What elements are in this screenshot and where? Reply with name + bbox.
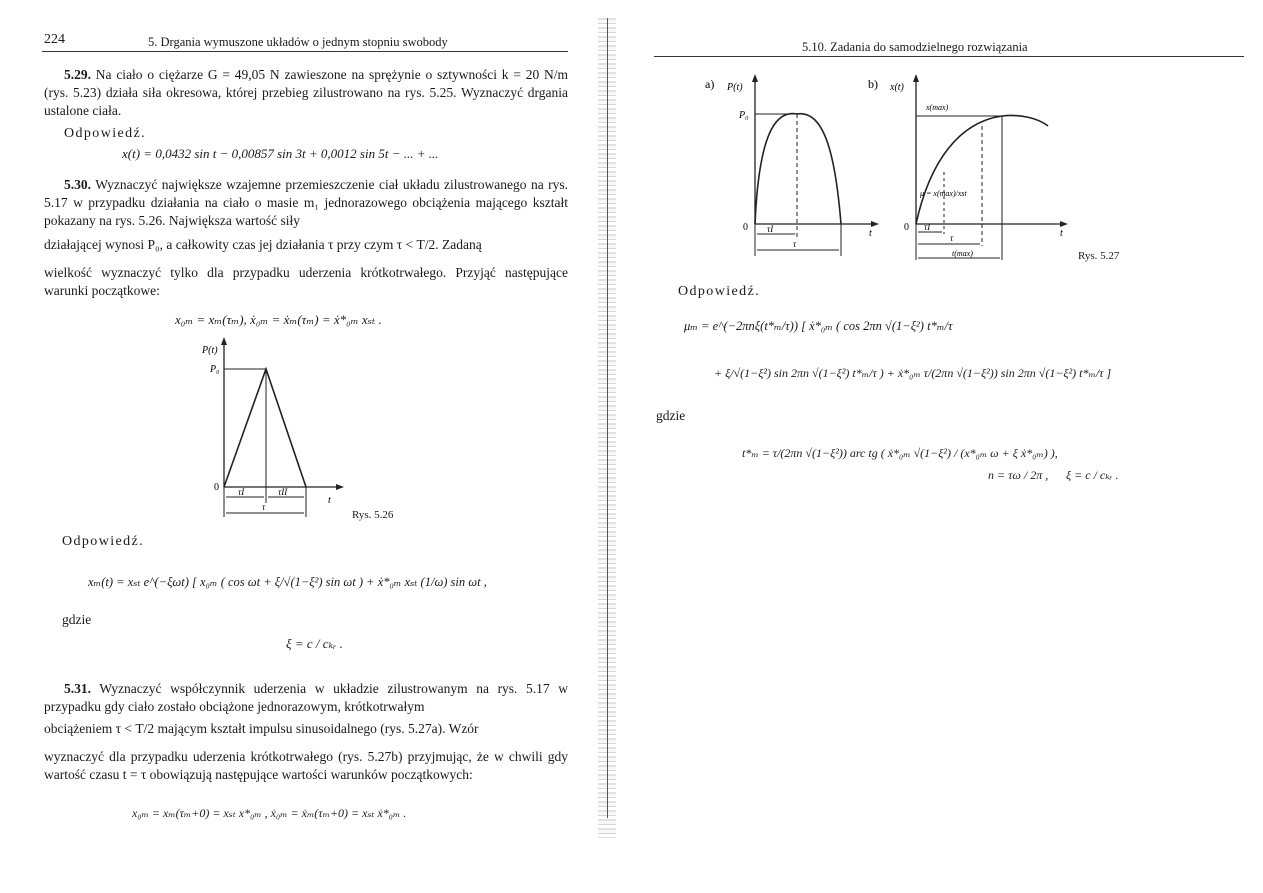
figure-5-27a — [697, 70, 887, 270]
xi-definition: ξ = c / cₖᵣ . — [286, 636, 343, 651]
x-axis-arrow — [1060, 221, 1068, 227]
running-head: 5. Drgania wymuszone układów o jednym stopniu swobody — [148, 35, 448, 49]
problem-5-31 — [44, 680, 568, 716]
problem-text: Wyznaczyć największe wzajemne przemieszczenie ciał układu zilustrowanego na rys. 5.17 w przypadku działania na ciało o masie m₁ jednorazowego obciążenia mającego kształt pokazany na rys. 5.26. Największa wartość siły — [44, 177, 569, 228]
page-number: 224 — [44, 32, 65, 47]
tau-label: τ — [262, 502, 266, 512]
sine-pulse — [755, 114, 841, 224]
problem-text: Wyznaczyć współczynnik uderzenia w układzie zilustrowanym na rys. 5.17 w przypadku gdy ciało zostało obciążone jednorazowym, krótkotrwałym — [44, 681, 568, 714]
problem-number: 5.29. — [64, 67, 91, 82]
figure-5-27-caption: Rys. 5.27 — [1078, 250, 1120, 262]
figure-5-26-caption: Rys. 5.26 — [352, 509, 394, 521]
initial-conditions: x₀ₘ = xₘ(τₘ), ẋ₀ₘ = ẋₘ(τₘ) = ẋ*₀ₘ xₛₜ . — [175, 312, 382, 327]
tau-label: τ — [793, 239, 797, 249]
x-axis-arrow — [336, 484, 344, 490]
p0-label: P₀ — [739, 110, 749, 121]
y-label: P(t) — [727, 82, 743, 93]
mu-label: μ = x(max)/xst — [920, 189, 967, 198]
problem-number: 5.30. — [64, 177, 91, 192]
answer-label-2: Odpowiedź. — [62, 534, 145, 549]
problem-5-30 — [44, 176, 568, 230]
problem-5-31-cont: obciążeniem τ < T/2 mającym kształt impulsu sinusoidalnego (rys. 5.27a). Wzór — [44, 721, 479, 736]
figure-5-27b — [860, 70, 1080, 270]
gutter-line — [607, 18, 608, 818]
problem-5-30-cont: działającej wynosi P₀, a całkowity czas jej działania τ przy czym τ < T/2. Zadaną — [44, 237, 482, 252]
gdzie-label: gdzie — [62, 612, 92, 627]
tau1-label: τI — [238, 487, 245, 497]
origin-label: 0 — [904, 222, 909, 233]
initial-conditions-5-31: x₀ₘ = xₘ(τₘ+0) = xₛₜ x*₀ₘ , ẋ₀ₘ = ẋₘ(τₘ+0) = xₛₜ ẋ*₀ₘ . — [132, 806, 407, 820]
xi-definition: ξ = c / cₖᵣ . — [1066, 468, 1119, 482]
y-label: x(t) — [890, 82, 904, 93]
panel-label: b) — [868, 77, 878, 91]
t-label: t — [328, 495, 331, 506]
equation-5-30: xₘ(t) = xₛₜ e^(−ξωt) [ x₀ₘ ( cos ωt + ξ/√(1−ξ²) sin ωt ) + ẋ*₀ₘ xₛₜ (1/ω) sin ωt , — [88, 575, 487, 589]
equation-mu-line2: + ξ/√(1−ξ²) sin 2πn √(1−ξ²) t*ₘ/τ ) + ẋ*₀ₘ τ/(2πn √(1−ξ²)) sin 2πn √(1−ξ²) t*ₘ/τ ] — [714, 366, 1112, 380]
y-axis-arrow — [752, 74, 758, 82]
tau1-label: τI — [924, 222, 931, 232]
t-label: t — [869, 228, 872, 239]
left-page — [0, 0, 605, 893]
header-rule — [42, 51, 568, 52]
right-page — [612, 0, 1263, 893]
problem-5-31-cont2: wyznaczyć dla przypadku uderzenia krótkotrwałego (rys. 5.27b) przyjmując, że w chwili gdy wartość czasu t = τ obowiązują następujące wartości warunków początkowych: — [44, 749, 568, 782]
running-head: 5.10. Zadania do samodzielnego rozwiązania — [802, 40, 1028, 54]
equation-t-star: t*ₘ = τ/(2πn √(1−ξ²)) arc tg ( ẋ*₀ₘ √(1−ξ²) / (x*₀ₘ ω + ξ ẋ*₀ₘ) ), — [742, 446, 1058, 460]
t-label: t — [1060, 228, 1063, 239]
triangle-pulse — [224, 369, 306, 487]
p0-label: P₀ — [210, 364, 220, 375]
xmax-label: x(max) — [926, 103, 949, 112]
y-axis-arrow — [913, 74, 919, 82]
gdzie-label: gdzie — [656, 408, 686, 423]
y-axis-arrow — [221, 337, 227, 345]
tmax-label: t(max) — [952, 249, 973, 258]
answer-label: Odpowiedź. — [64, 126, 147, 141]
answer-label: Odpowiedź. — [678, 284, 761, 299]
y-label: P(t) — [202, 345, 218, 356]
equation-5-29: x(t) = 0,0432 sin t − 0,00857 sin 3t + 0,0012 sin 5t − ... + ... — [122, 146, 439, 161]
problem-text: Na ciało o ciężarze G = 49,05 N zawieszone na sprężynie o sztywności k = 20 N/m (rys. 5.23) działa siła okresowa, której przebieg zilustrowano na rys. 5.25. Wyznaczyć drgania ustalone ciała. — [44, 67, 569, 118]
tau2-label: τII — [278, 487, 288, 497]
tau1-label: τI — [767, 224, 774, 234]
panel-label: a) — [705, 77, 715, 91]
tau-label: τ — [950, 233, 954, 243]
equation-n: n = τω / 2π , — [988, 468, 1049, 482]
equation-mu-line1: μₘ = e^(−2πnξ(t*ₘ/τ)) [ ẋ*₀ₘ ( cos 2πn √(1−ξ²) t*ₘ/τ — [684, 319, 953, 333]
problem-number: 5.31. — [64, 681, 91, 696]
problem-5-30-cont2: wielkość wyznaczyć tylko dla przypadku uderzenia krótkotrwałego. Przyjąć następujące warunki początkowe: — [44, 265, 568, 298]
origin-label: 0 — [214, 482, 219, 493]
header-rule — [654, 56, 1244, 57]
problem-5-29 — [44, 66, 568, 120]
figure-5-26 — [180, 335, 410, 525]
origin-label: 0 — [743, 222, 748, 233]
